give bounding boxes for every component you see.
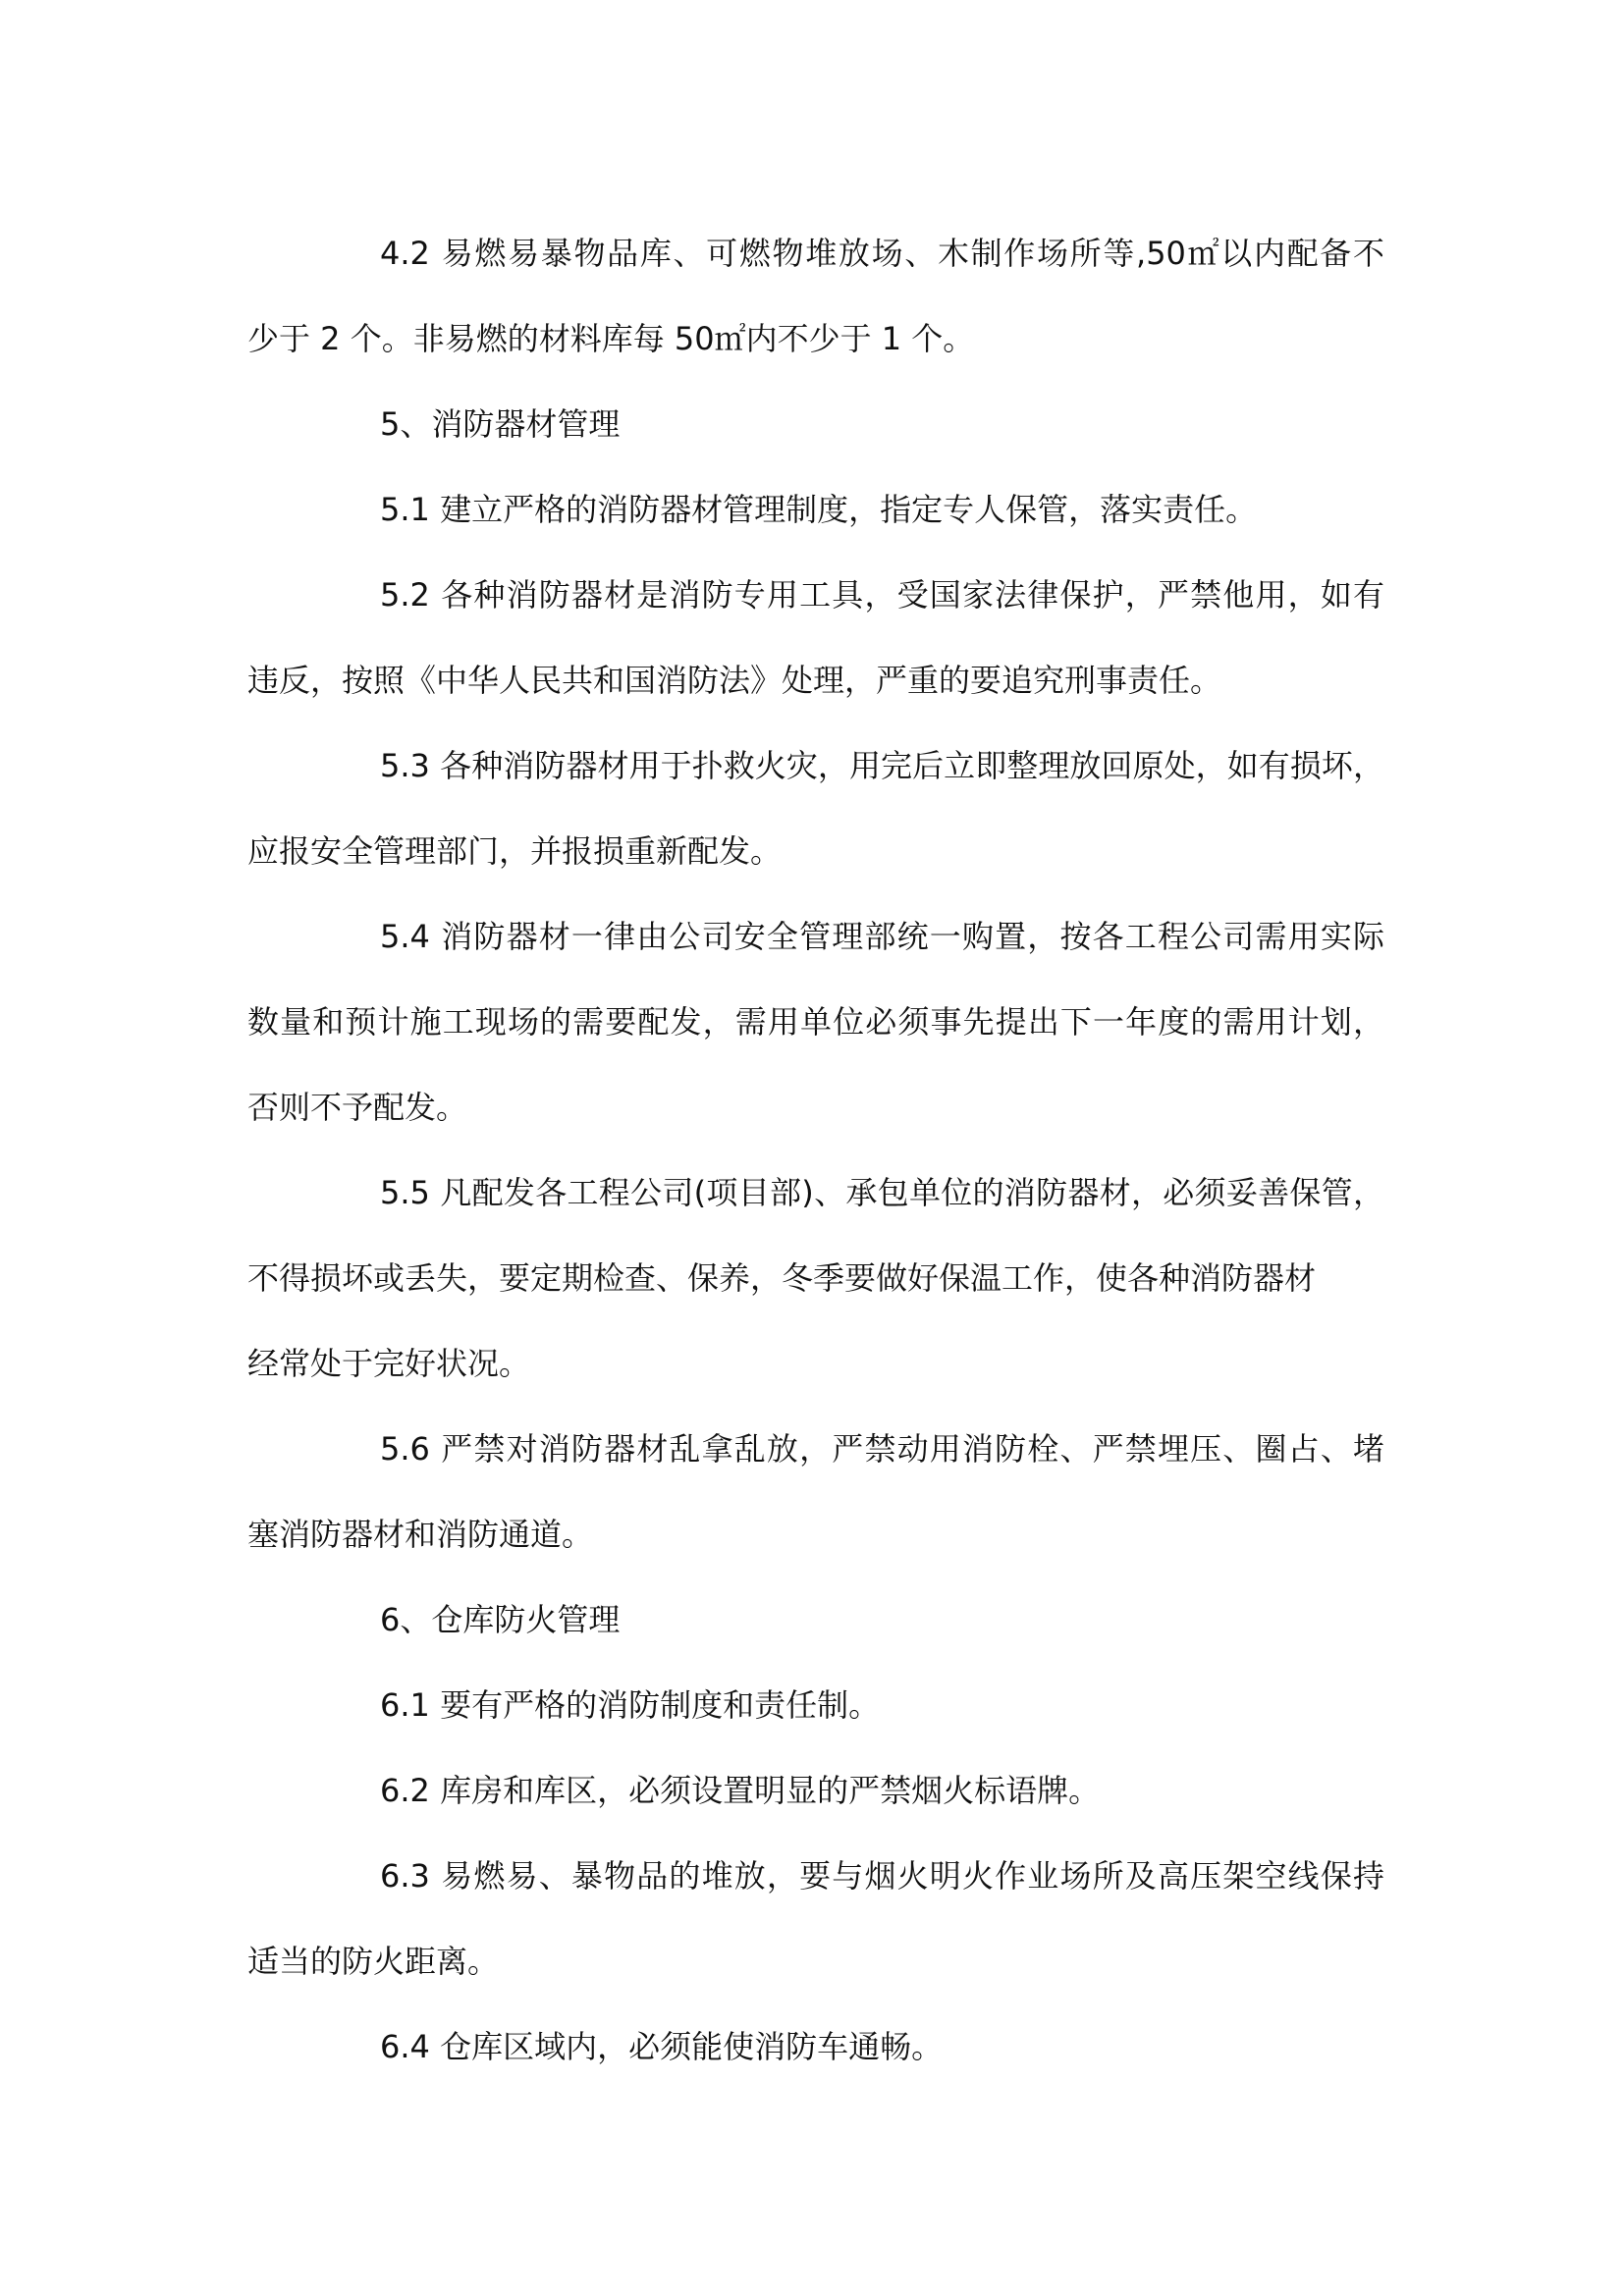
text-line: 6.1 要有严格的消防制度和责任制。	[380, 1686, 881, 1724]
text-line: 4.2 易燃易暴物品库、可燃物堆放场、木制作场所等,50㎡以内配备不	[380, 235, 1384, 272]
text-line: 否则不予配发。	[247, 1089, 468, 1126]
text-line: 5.1 建立严格的消防器材管理制度，指定专人保管，落实责任。	[380, 491, 1258, 528]
document-body	[247, 211, 1384, 2090]
text-line: 6、仓库防火管理	[380, 1601, 621, 1638]
text-line: 数量和预计施工现场的需要配发，需用单位必须事先提出下一年度的需用计划，	[247, 1003, 1384, 1041]
text-line: 6.2 库房和库区，必须设置明显的严禁烟火标语牌。	[380, 1772, 1101, 1809]
text-line: 5.6 严禁对消防器材乱拿乱放，严禁动用消防栓、严禁埋压、圈占、堵	[380, 1430, 1384, 1468]
text-line: 违反，按照《中华人民共和国消防法》处理，严重的要追究刑事责任。	[247, 662, 1222, 699]
text-line: 5.2 各种消防器材是消防专用工具，受国家法律保护，严禁他用，如有	[380, 576, 1384, 614]
text-line: 5.5 凡配发各工程公司(项目部)、承包单位的消防器材，必须妥善保管，	[380, 1174, 1384, 1211]
text-line: 6.3 易燃易、暴物品的堆放，要与烟火明火作业场所及高压架空线保持	[380, 1857, 1384, 1895]
text-line: 适当的防火距离。	[247, 1943, 500, 1980]
text-line: 应报安全管理部门，并报损重新配发。	[247, 832, 783, 870]
text-line: 5.4 消防器材一律由公司安全管理部统一购置，按各工程公司需用实际	[380, 918, 1384, 955]
text-line: 5、消防器材管理	[380, 405, 621, 443]
text-line: 5.3 各种消防器材用于扑救火灾，用完后立即整理放回原处，如有损坏，	[380, 747, 1384, 784]
text-line: 少于 2 个。非易燃的材料库每 50㎡内不少于 1 个。	[247, 320, 975, 357]
text-line: 不得损坏或丢失，要定期检查、保养，冬季要做好保温工作，使各种消防器材	[247, 1259, 1317, 1297]
text-line: 经常处于完好状况。	[247, 1345, 531, 1382]
text-line: 塞消防器材和消防通道。	[247, 1516, 594, 1553]
text-line: 6.4 仓库区域内，必须能使消防车通畅。	[380, 2028, 944, 2065]
